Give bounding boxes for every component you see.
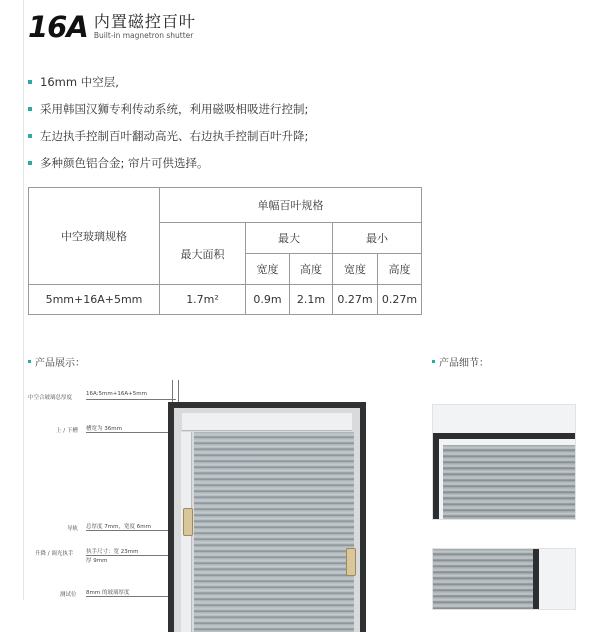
dimension-line [178, 380, 179, 404]
cell-glass: 5mm+16A+5mm [29, 285, 160, 315]
bullet-icon [28, 107, 32, 111]
feature-list [28, 68, 308, 176]
section-detail-text: 产品细节： [439, 358, 489, 369]
window-illustration [168, 402, 366, 632]
cell-max-height: 2.1m [290, 285, 333, 315]
bullet-icon [432, 360, 435, 363]
bullet-icon [28, 161, 32, 165]
cell-min-width: 0.27m [333, 285, 378, 315]
header-max-height: 高度 [290, 254, 333, 285]
detail-frame-edge [533, 549, 539, 609]
feature-item [28, 122, 308, 149]
header-max-width: 宽度 [246, 254, 290, 285]
detail-slats [443, 445, 575, 519]
bullet-icon [28, 360, 31, 363]
header-min-height: 高度 [378, 254, 422, 285]
annot-handle-label: 升降 / 调光执手 [35, 551, 74, 557]
feature-text: 16mm 中空层, [40, 74, 119, 89]
cell-min-height: 0.27m [378, 285, 422, 315]
section-display-title [28, 354, 85, 369]
annot-guide-value: 总厚度 7mm，宽度 6mm [86, 524, 151, 530]
title-block [94, 13, 196, 40]
header-glass-spec: 中空玻璃规格 [29, 188, 160, 285]
bullet-icon [28, 134, 32, 138]
detail-slats [433, 549, 533, 609]
header-max-area: 最大面积 [160, 223, 246, 285]
section-display-text: 产品展示： [35, 358, 85, 369]
bullet-icon [28, 80, 32, 84]
page-header [28, 12, 196, 42]
left-handle-icon [183, 508, 193, 536]
section-detail-title [432, 354, 489, 369]
detail-image-bottom [432, 548, 576, 610]
header-single-spec: 单幅百叶规格 [160, 188, 422, 223]
header-min-width: 宽度 [333, 254, 378, 285]
detail-frame-edge [433, 433, 439, 519]
right-handle-icon [346, 548, 356, 576]
left-margin-rule [23, 0, 24, 600]
top-rail [182, 413, 352, 431]
annot-rail-label: 上 / 下槽 [56, 428, 78, 434]
annot-handle-value-2: 厚 9mm [86, 558, 108, 564]
feature-item [28, 95, 308, 122]
annot-thickness-value: 16A:5mm+16A+5mm [86, 391, 147, 397]
feature-text: 左边执手控制百叶翻动高光、右边执手控制百叶升降; [40, 128, 309, 143]
dimension-line [172, 380, 173, 404]
detail-image-top [432, 404, 576, 520]
annot-handle-value-1: 执手尺寸：宽 23mm [86, 549, 139, 555]
detail-frame-edge [433, 433, 575, 439]
title-cn: 内置磁控百叶 [93, 12, 196, 31]
header-min: 最小 [333, 223, 422, 254]
annot-glass-value: 8mm 的玻璃厚度 [86, 590, 130, 596]
cell-area: 1.7m² [160, 285, 246, 315]
feature-text: 采用韩国汉狮专利传动系统，利用磁吸相吸进行控制; [40, 101, 309, 116]
header-max: 最大 [246, 223, 333, 254]
product-code: 16A [28, 10, 88, 44]
annot-thickness-label: 中空合玻璃总厚度 [28, 395, 73, 401]
annot-rail-value: 槽宽为 36mm [86, 426, 122, 432]
window-inner-frame [174, 408, 360, 632]
annot-guide-label: 导轨 [67, 526, 79, 532]
title-en: Built-in magnetron shutter [93, 31, 194, 40]
spec-table [28, 187, 422, 315]
callout-line [86, 399, 176, 400]
cell-max-width: 0.9m [246, 285, 290, 315]
feature-item [28, 68, 308, 95]
feature-text: 多种颜色铝合金; 帘片可供选择。 [40, 155, 209, 170]
annot-glass-label: 测试位 [60, 592, 77, 598]
feature-item [28, 149, 308, 176]
shutter-slats [194, 432, 354, 632]
callout-line [86, 596, 172, 597]
